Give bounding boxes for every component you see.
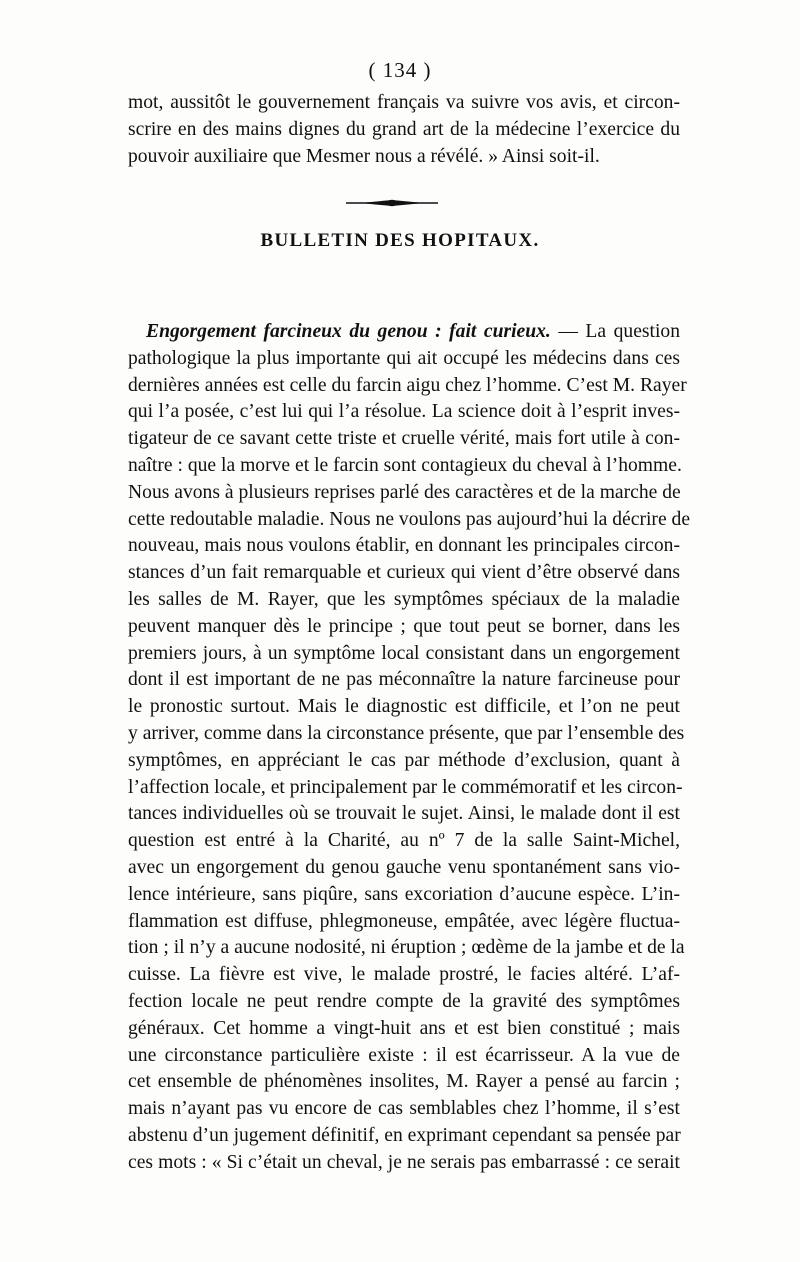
text-line: nouveau, mais nous voulons établir, en donnant les principales circon- bbox=[128, 535, 680, 557]
text-line: cuisse. La fièvre est vive, le malade prostré, le facies altéré. L’af- bbox=[128, 964, 680, 986]
section-heading: BULLETIN DES HOPITAUX. bbox=[260, 230, 540, 251]
text-line: tigateur de ce savant cette triste et cruelle vérité, mais fort utile à con- bbox=[128, 428, 680, 450]
text-line: lence intérieure, sans piqûre, sans excoriation d’aucune espèce. L’in- bbox=[128, 883, 680, 905]
article-paragraph bbox=[128, 319, 691, 1177]
article-title: Engorgement farcineux du genou : fait curieux. bbox=[146, 321, 551, 342]
text-line: tion ; il n’y a aucune nodosité, ni éruption ; œdème de la jambe et de la bbox=[128, 937, 685, 959]
text-line: généraux. Cet homme a vingt-huit ans et est bien constitué ; mais bbox=[128, 1017, 680, 1039]
article-first-line-rest: — La question bbox=[550, 321, 680, 342]
text-line: scrire en des mains dignes du grand art de la médecine l’exercice du bbox=[128, 118, 680, 140]
text-line: tances individuelles où se trouvait le sujet. Ainsi, le malade dont il est bbox=[128, 803, 680, 825]
text-line: Nous avons à plusieurs reprises parlé des caractères et de la marche de bbox=[128, 481, 681, 503]
text-line: fection locale ne peut rendre compte de la gravité des symptômes bbox=[128, 990, 680, 1012]
text-line: pouvoir auxiliaire que Mesmer nous a révélé. » Ainsi soit-il. bbox=[128, 145, 600, 167]
text-line: une circonstance particulière existe : il est écarrisseur. A la vue de bbox=[128, 1044, 680, 1066]
page-number: ( 134 ) bbox=[368, 58, 432, 82]
text-line: qui l’a posée, c’est lui qui l’a résolue. La science doit à l’esprit inves- bbox=[128, 401, 680, 423]
text-line: mais n’ayant pas vu encore de cas semblables chez l’homme, il s’est bbox=[128, 1098, 680, 1120]
text-line: dont il est important de ne pas méconnaître la nature farcineuse pour bbox=[128, 669, 680, 691]
intro-paragraph bbox=[128, 90, 680, 170]
text-line: dernières années est celle du farcin aigu chez l’homme. C’est M. Rayer bbox=[128, 374, 687, 396]
text-line: stances d’un fait remarquable et curieux qui vient d’être observé dans bbox=[128, 562, 680, 584]
text-line: pathologique la plus importante qui ait occupé les médecins dans ces bbox=[128, 347, 680, 369]
text-line: premiers jours, à un symptôme local consistant dans un engorgement bbox=[128, 642, 680, 664]
text-line: les salles de M. Rayer, que les symptômes spéciaux de la maladie bbox=[128, 588, 680, 610]
text-line: abstenu d’un jugement définitif, en exprimant cependant sa pensée par bbox=[128, 1124, 681, 1146]
text-line: avec un engorgement du genou gauche venu spontanément sans vio- bbox=[128, 856, 680, 878]
text-line: l’affection locale, et principalement par le commémoratif et les circon- bbox=[128, 776, 683, 798]
text-line: mot, aussitôt le gouvernement français va suivre vos avis, et circon- bbox=[128, 92, 680, 113]
text-line: le pronostic surtout. Mais le diagnostic est difficile, et l’on ne peut bbox=[128, 696, 680, 718]
section-divider-ornament bbox=[346, 198, 438, 208]
text-line: peuvent manquer dès le principe ; que tout peut se borner, dans les bbox=[128, 615, 680, 637]
text-line: cette redoutable maladie. Nous ne voulons pas aujourd’hui la décrire de bbox=[128, 508, 691, 530]
text-line: symptômes, en appréciant le cas par méthode d’exclusion, quant à bbox=[128, 749, 680, 771]
text-line: question est entré à la Charité, au nº 7 de la salle Saint-Michel, bbox=[128, 830, 680, 852]
text-line: ces mots : « Si c’était un cheval, je ne serais pas embarrassé : ce serait bbox=[128, 1151, 680, 1173]
text-line: y arriver, comme dans la circonstance présente, que par l’ensemble des bbox=[128, 722, 685, 744]
article-first-line bbox=[128, 319, 680, 346]
text-line: flammation est diffuse, phlegmoneuse, empâtée, avec légère fluctua- bbox=[128, 910, 680, 932]
text-line: naître : que la morve et le farcin sont contagieux du cheval à l’homme. bbox=[128, 454, 682, 476]
text-line: cet ensemble de phénomènes insolites, M. Rayer a pensé au farcin ; bbox=[128, 1071, 680, 1093]
